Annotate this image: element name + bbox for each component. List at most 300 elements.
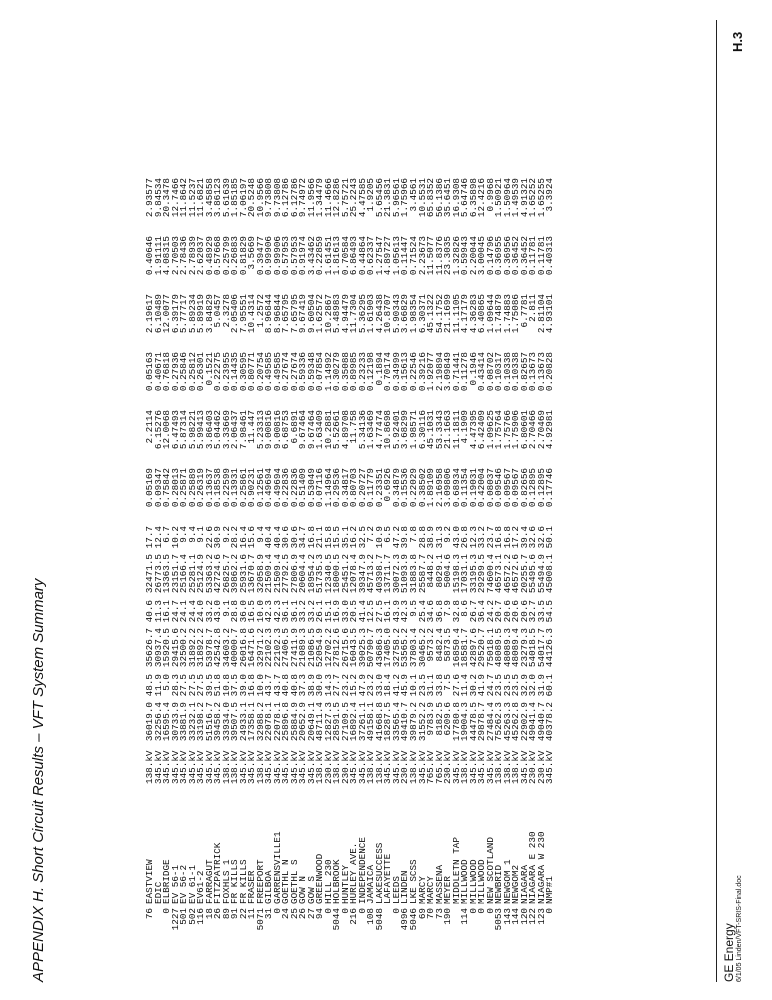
r2-cell: 0.76818 xyxy=(161,352,173,392)
x1-cell: 10.8698 xyxy=(382,410,394,450)
x1-cell: 5.23313 xyxy=(254,410,266,450)
fault-ll-xr-cell: 30.9 xyxy=(212,526,224,549)
fault-ll-xr-cell: 34.7 xyxy=(297,526,309,549)
fault-ll-xr-cell: 28.2 xyxy=(229,526,241,549)
fault-3ph-mva-cell: 33232.1 xyxy=(186,702,198,742)
r0-cell: 4.89727 xyxy=(382,236,394,276)
fault-3ph-xr-cell: 33.0 xyxy=(373,674,385,697)
r1-cell: 0.42004 xyxy=(476,468,488,508)
bus-voltage-cell: 345.kV xyxy=(544,750,556,784)
bus-number-cell: 73 xyxy=(433,908,445,920)
fault-slg-xr-cell: 27.5 xyxy=(373,600,385,623)
x2-cell: 8.96844 xyxy=(271,294,283,334)
x0-cell: 0.9968 xyxy=(484,178,496,212)
r2-cell: 0.59336 xyxy=(297,352,309,392)
fault-slg-mva-cell: 27812.6 xyxy=(331,628,343,668)
fault-3ph-mva-cell: 17358.1 xyxy=(246,702,258,742)
fault-3ph-xr-cell: 41.9 xyxy=(476,674,488,697)
fault-3ph-mva-cell: 41668.8 xyxy=(373,702,385,742)
fault-ll-xr-cell: 6.5 xyxy=(382,526,394,543)
fault-ll-xr-cell: 17.2 xyxy=(510,526,522,549)
x0-cell: 11.4666 xyxy=(322,178,334,218)
r1-cell: 0.07116 xyxy=(314,468,326,508)
r0-cell: 1.61451 xyxy=(322,236,334,276)
r0-cell: 0.40646 xyxy=(144,236,155,276)
fault-ll-mva-cell: 20604.4 xyxy=(297,554,309,594)
r0-cell: 23.3035 xyxy=(442,236,454,276)
r2-cell: 0.30595 xyxy=(237,352,249,392)
fault-slg-xr-cell: 33.2 xyxy=(297,600,309,623)
bus-voltage-cell: 345.kV xyxy=(186,750,198,784)
fault-ll-mva-cell: 8029.1 xyxy=(433,554,445,588)
x1-cell: 1.63409 xyxy=(314,410,326,450)
fault-3ph-xr-cell: 15.2 xyxy=(348,674,360,697)
fault-slg-mva-cell: 52054.9 xyxy=(314,628,326,668)
x1-cell: 5.34136 xyxy=(356,410,368,450)
fault-ll-mva-cell: 13670.7 xyxy=(246,554,258,594)
fault-3ph-mva-cell: 33565.4 xyxy=(390,702,402,742)
fault-3ph-mva-cell: 45263.3 xyxy=(501,702,513,742)
bus-name-cell: MARCY xyxy=(416,876,428,904)
fault-ll-xr-cell: 16.8 xyxy=(501,526,513,549)
fault-3ph-xr-cell: 37.3 xyxy=(297,674,309,697)
r2-cell: 0.27674 xyxy=(280,352,292,392)
fault-ll-xr-cell: 15.6 xyxy=(246,526,258,549)
r2-cell: 0.10317 xyxy=(493,352,505,392)
r2-cell: 0.27674 xyxy=(288,352,300,392)
bus-name-cell: FR KILLS xyxy=(237,859,249,904)
x2-cell: 2.3278 xyxy=(220,294,232,328)
footer xyxy=(722,875,743,982)
fault-slg-mva-cell: 16850.4 xyxy=(450,628,462,668)
x1-cell: 11.1811 xyxy=(450,410,462,450)
r1-cell: 0.05169 xyxy=(144,468,155,508)
fault-3ph-mva-cell: 24933.1 xyxy=(237,702,249,742)
fault-3ph-mva-cell: 36019.0 xyxy=(144,702,155,742)
bus-number-cell: 91 xyxy=(229,908,241,920)
fault-ll-xr-cell: 30.6 xyxy=(280,526,292,549)
bus-name-cell: EV 56-2 xyxy=(178,864,190,904)
bus-name-cell: NEW SCOTLAND xyxy=(484,837,496,904)
r0-cell: 3.00045 xyxy=(476,236,488,276)
x1-cell: 6.15276 xyxy=(152,410,164,450)
r2-cell: 0.05163 xyxy=(144,352,155,392)
bus-voltage-cell: 138.kV xyxy=(501,750,513,784)
r2-cell: 0.23955 xyxy=(220,352,232,392)
x2-cell: 2.05406 xyxy=(229,294,241,334)
bus-voltage-cell: 138.kV xyxy=(510,750,522,784)
fault-3ph-xr-cell: 16.8 xyxy=(246,674,258,697)
fault-3ph-xr-cell: 23.5 xyxy=(501,674,513,697)
fault-ll-mva-cell: 51735.3 xyxy=(314,554,326,594)
fault-slg-xr-cell: 32.7 xyxy=(527,600,539,623)
fault-slg-xr-cell: 16.1 xyxy=(161,600,173,623)
x0-cell: 9.74972 xyxy=(297,178,309,218)
bus-voltage-cell: 345.kV xyxy=(152,750,164,784)
bus-name-cell: MARCY xyxy=(425,876,437,904)
x2-cell: 2.19617 xyxy=(144,294,155,334)
r1-cell: 0.25871 xyxy=(178,468,190,508)
footer-company: GE Energy xyxy=(722,923,736,982)
bus-voltage-cell: 765.kV xyxy=(425,750,437,784)
r1-cell: 3.09806 xyxy=(442,468,454,508)
bus-name-cell: GILBOA xyxy=(263,870,275,904)
fault-ll-mva-cell: 18954.2 xyxy=(305,554,317,594)
fault-3ph-mva-cell: 20649.1 xyxy=(305,702,317,742)
fault-ll-mva-cell: 5004.6 xyxy=(442,554,454,588)
bus-voltage-cell: 345.kV xyxy=(169,750,181,784)
fault-ll-mva-cell: 23151.7 xyxy=(169,554,181,594)
r1-cell: 1.89109 xyxy=(425,468,437,508)
bus-number-cell: 0 xyxy=(322,908,334,914)
fault-slg-xr-cell: 42.3 xyxy=(263,600,275,623)
x1-cell: 3.68299 xyxy=(399,410,411,450)
r0-cell: 2.20044 xyxy=(467,236,479,276)
fault-3ph-xr-cell: 23.5 xyxy=(416,674,428,697)
fault-3ph-xr-cell: 31.1 xyxy=(425,674,437,697)
fault-ll-xr-cell: 30.6 xyxy=(288,526,300,549)
x0-cell: 5.65456 xyxy=(373,178,385,218)
r2-cell: 1.14992 xyxy=(322,352,334,392)
x0-cell: 12.8286 xyxy=(331,178,343,218)
bus-voltage-cell: 138.kV xyxy=(254,750,266,784)
bus-voltage-cell: 345.kV xyxy=(416,750,428,784)
fault-3ph-mva-cell: 33881.9 xyxy=(178,702,190,742)
r1-cell: 0.12561 xyxy=(254,468,266,508)
bus-number-cell: 123 xyxy=(535,908,547,925)
fault-slg-mva-cell: 31892.2 xyxy=(186,628,198,668)
bus-number-cell: 89 xyxy=(220,908,232,920)
x2-cell: 7.65795 xyxy=(288,294,300,334)
bus-voltage-cell: 765.kV xyxy=(433,750,445,784)
fault-slg-xr-cell: 54.5 xyxy=(544,600,556,623)
fault-slg-mva-cell: 35626.7 xyxy=(144,628,155,668)
bus-voltage-cell: 230.kV xyxy=(527,750,539,784)
fault-slg-xr-cell: 36.4 xyxy=(476,600,488,623)
fault-slg-mva-cell: 22102.3 xyxy=(263,628,275,668)
fault-slg-mva-cell: 5873.5 xyxy=(442,628,454,662)
bus-voltage-cell: 138.kV xyxy=(331,750,343,784)
bus-voltage-cell: 138.kV xyxy=(314,750,326,784)
fault-ll-mva-cell: 21509.4 xyxy=(263,554,275,594)
fault-ll-xr-cell: 32.5 xyxy=(356,526,368,549)
fault-ll-xr-cell: 10.2 xyxy=(169,526,181,549)
r1-cell: 0.38502 xyxy=(416,468,428,508)
fault-3ph-mva-cell: 48711.4 xyxy=(314,702,326,742)
fault-slg-mva-cell: 12702.2 xyxy=(322,628,334,668)
r1-cell: 0.34879 xyxy=(390,468,402,508)
r2-cell: 0.23233 xyxy=(356,352,368,392)
x0-cell: 1.85185 xyxy=(229,178,241,218)
short-circuit-table xyxy=(146,178,555,934)
fault-ll-mva-cell: 32058.9 xyxy=(254,554,266,594)
x1-cell: 6.42409 xyxy=(476,410,488,450)
r1-cell: 0.09567 xyxy=(501,468,513,508)
x1-cell: 1.75764 xyxy=(493,410,505,450)
x0-cell: 2.93577 xyxy=(144,178,155,218)
bus-number-cell: 216 xyxy=(348,908,360,925)
fault-slg-mva-cell: 22102.3 xyxy=(271,628,283,668)
fault-3ph-xr-cell: 5.0 xyxy=(161,674,173,691)
fault-3ph-xr-cell: 30.0 xyxy=(314,674,326,697)
fault-slg-mva-cell: 44126.3 xyxy=(544,628,556,668)
fault-3ph-xr-cell: 33.8 xyxy=(433,674,445,697)
fault-3ph-xr-cell: 41.2 xyxy=(390,674,402,697)
bus-name-cell: HUNTLEY xyxy=(339,864,351,904)
fault-ll-mva-cell: 30072.3 xyxy=(390,554,402,594)
bus-name-cell: GOETHL N xyxy=(280,859,292,904)
fault-3ph-xr-cell: 43.7 xyxy=(271,674,283,697)
r1-cell: 0.90231 xyxy=(246,468,258,508)
fault-ll-mva-cell: 25931.6 xyxy=(237,554,249,594)
fault-3ph-xr-cell: 39.0 xyxy=(237,674,249,697)
fault-3ph-xr-cell: 23.2 xyxy=(339,674,351,697)
x2-cell: 11.1105 xyxy=(450,294,462,334)
r1-cell: 0.13931 xyxy=(229,468,241,508)
fault-ll-mva-cell: 15198.3 xyxy=(450,554,462,594)
bus-number-cell: 24 xyxy=(280,908,292,920)
r0-cell: 0.70584 xyxy=(339,236,351,276)
fault-slg-xr-cell: 28.8 xyxy=(229,600,241,623)
r1-cell: 0.22599 xyxy=(220,468,232,508)
r2-cell: 0.13673 xyxy=(527,352,539,392)
page-title: APPENDIX H. Short Circuit Results – VFT System Summary xyxy=(30,578,47,982)
x2-cell: 5.48983 xyxy=(331,294,343,334)
fault-slg-mva-cell: 75018.1 xyxy=(484,628,496,668)
x2-cell: 4.36283 xyxy=(467,294,479,334)
bus-voltage-cell: 345.kV xyxy=(195,750,207,784)
fault-ll-mva-cell: 12340.5 xyxy=(322,554,334,594)
fault-ll-mva-cell: 27806.9 xyxy=(288,554,300,594)
fault-slg-mva-cell: 32971.2 xyxy=(254,628,266,668)
x0-cell: 3.45858 xyxy=(203,178,215,218)
bus-name-cell: NMP#1 xyxy=(544,876,556,904)
r1-cell: 0.29536 xyxy=(331,468,343,508)
fault-slg-mva-cell: 43686.3 xyxy=(373,628,385,668)
bus-voltage-cell: 138.kV xyxy=(144,750,155,784)
x0-cell: 1.65252 xyxy=(527,178,539,218)
bus-number-cell: 5071 xyxy=(254,908,266,931)
r2-cell: 0.08702 xyxy=(484,352,496,392)
fault-3ph-mva-cell: 75262.3 xyxy=(493,702,505,742)
x0-cell: 25.2243 xyxy=(348,178,360,218)
bus-voltage-cell: 230.kV xyxy=(339,750,351,784)
bus-name-cell: LINDEN xyxy=(399,870,411,904)
r0-cell: 2.62037 xyxy=(195,236,207,276)
r0-cell: 0.99906 xyxy=(263,236,275,276)
bus-voltage-cell: 230.kV xyxy=(399,750,411,784)
x2-cell: 6.30371 xyxy=(416,294,428,334)
x2-cell: 5.89234 xyxy=(186,294,198,334)
x2-cell: 1.74879 xyxy=(493,294,505,334)
x1-cell: 1.98571 xyxy=(407,410,419,450)
x0-cell: 1.9205 xyxy=(365,178,377,212)
bus-voltage-cell: 345.kV xyxy=(467,750,479,784)
bus-name-cell: FOXHLS 1 xyxy=(220,859,232,904)
r0-cell: 2.70503 xyxy=(169,236,181,276)
fault-3ph-xr-cell: 45.9 xyxy=(399,674,411,697)
fault-ll-xr-cell: 35.1 xyxy=(339,526,351,549)
x1-cell: 1.75906 xyxy=(510,410,522,450)
bus-name-cell: JAMAICA xyxy=(365,864,377,904)
fault-ll-xr-cell: 9.4 xyxy=(186,526,198,543)
r2-cell: 0.13673 xyxy=(535,352,547,392)
fault-3ph-mva-cell: 6209.6 xyxy=(442,702,454,736)
r2-cell: 0.35088 xyxy=(339,352,351,392)
bus-name-cell: EDIC xyxy=(152,881,164,904)
fault-ll-mva-cell: 31883.8 xyxy=(407,554,419,594)
fault-slg-mva-cell: 8482.4 xyxy=(433,628,445,662)
fault-3ph-mva-cell: 44478.5 xyxy=(467,702,479,742)
bus-name-cell: LAKESUCCESS xyxy=(373,842,385,904)
r2-cell: 0.11278 xyxy=(459,352,471,392)
r2-cell: 0.39216 xyxy=(416,352,428,392)
fault-slg-xr-cell: 33.5 xyxy=(535,600,547,623)
fault-ll-mva-cell: 29299.5 xyxy=(476,554,488,594)
r1-cell: 0.26319 xyxy=(195,468,207,508)
fault-3ph-xr-cell: 43.7 xyxy=(263,674,275,697)
r1-cell: 0.22836 xyxy=(288,468,300,508)
x2-cell: 5.0457 xyxy=(212,294,224,328)
r1-cell: 0.25889 xyxy=(186,468,198,508)
fault-3ph-mva-cell: 27484.4 xyxy=(484,702,496,742)
bus-number-cell: 0 xyxy=(356,908,368,914)
fault-slg-xr-cell: 24.1 xyxy=(178,600,190,623)
bus-number-cell: 116 xyxy=(195,908,207,925)
bus-name-cell: FR KILLS xyxy=(229,859,241,904)
fault-3ph-xr-cell: 40.8 xyxy=(280,674,292,697)
fault-slg-xr-cell: 36.1 xyxy=(280,600,292,623)
x0-cell: 11.8642 xyxy=(178,178,190,218)
bus-number-cell: 5046 xyxy=(407,908,419,931)
fault-slg-xr-cell: 36.8 xyxy=(433,600,445,623)
fault-ll-mva-cell: 25281.1 xyxy=(186,554,198,594)
r1-cell: 0.23351 xyxy=(373,468,385,508)
fault-slg-mva-cell: 50790.7 xyxy=(365,628,377,668)
r0-cell: 0.48929 xyxy=(203,236,215,276)
bus-name-cell: NIAGARA xyxy=(518,864,530,904)
r2-cell: 0.1946 xyxy=(467,352,479,386)
r2-cell: 0.22275 xyxy=(212,352,224,392)
x2-cell: 3.84829 xyxy=(203,294,215,334)
x2-cell: 1.61903 xyxy=(365,294,377,334)
fault-3ph-xr-cell: 14.3 xyxy=(322,674,334,697)
bus-number-cell: 143 xyxy=(501,908,513,925)
r1-cell: 0.12895 xyxy=(527,468,539,508)
x1-cell: 6.30116 xyxy=(416,410,428,450)
x2-cell: 1.62572 xyxy=(314,294,326,334)
fault-slg-xr-cell: 20.6 xyxy=(518,600,530,623)
fault-3ph-mva-cell: 30733.9 xyxy=(169,702,181,742)
fault-ll-xr-cell: 6.7 xyxy=(161,526,173,543)
r0-cell: 0.22859 xyxy=(314,236,326,276)
fault-ll-xr-cell: 9.4 xyxy=(254,526,266,543)
fault-ll-mva-cell: 55494.9 xyxy=(535,554,547,594)
bus-voltage-cell: 138.kV xyxy=(220,750,232,784)
bus-name-cell: FREEPORT xyxy=(254,859,266,904)
fault-3ph-xr-cell: 32.0 xyxy=(527,674,539,697)
x1-cell: 4.1909 xyxy=(459,410,471,444)
fault-slg-xr-cell: 7.9 xyxy=(442,600,454,617)
x1-cell: 2.70466 xyxy=(527,410,539,450)
bus-number-cell: 25 xyxy=(288,908,300,920)
r0-cell: 1.05613 xyxy=(390,236,402,276)
bus-name-cell: MILLWOOD xyxy=(459,859,471,904)
x2-cell: 8.96844 xyxy=(263,294,275,334)
bus-name-cell: ELBRIDGE xyxy=(161,859,173,904)
r1-cell: 0.49694 xyxy=(263,468,275,508)
fault-slg-mva-cell: 16471.6 xyxy=(246,628,258,668)
fault-ll-xr-cell: 7.8 xyxy=(407,526,419,543)
r1-cell: 0.18538 xyxy=(212,468,224,508)
r1-cell: 0.09347 xyxy=(152,468,164,508)
bus-number-cell: 0 xyxy=(544,908,556,914)
bus-voltage-cell: 138.kV xyxy=(373,750,385,784)
r2-cell: 0.1894 xyxy=(373,352,385,386)
x2-cell: 54.1752 xyxy=(433,294,445,334)
fault-3ph-xr-cell: 24.7 xyxy=(484,674,496,697)
fault-ll-xr-cell: 33.2 xyxy=(476,526,488,549)
x0-cell: 5.96561 xyxy=(390,178,402,218)
fault-3ph-mva-cell: 49041.4 xyxy=(527,702,539,742)
fault-ll-mva-cell: 39862.2 xyxy=(229,554,241,594)
r0-cell: 6.86493 xyxy=(348,236,360,276)
bus-number-cell: 0 xyxy=(339,908,351,914)
fault-3ph-xr-cell: 47.9 xyxy=(356,674,368,697)
fault-slg-xr-cell: 36.0 xyxy=(237,600,249,623)
x2-cell: 4.93101 xyxy=(544,294,556,334)
table-row xyxy=(546,178,555,934)
x0-cell: 9.84534 xyxy=(152,178,164,218)
fault-slg-xr-cell: 16.5 xyxy=(246,600,258,623)
fault-3ph-mva-cell: 49410.7 xyxy=(399,702,411,742)
x1-cell: 21.1663 xyxy=(442,410,454,450)
x2-cell: 1.75086 xyxy=(510,294,522,334)
x2-cell: 7.65795 xyxy=(280,294,292,334)
fault-ll-mva-cell: 21509.4 xyxy=(271,554,283,594)
fault-ll-xr-cell: 7.2 xyxy=(365,526,377,543)
x1-cell: 45.1031 xyxy=(425,410,437,450)
fault-3ph-xr-cell: 23.5 xyxy=(510,674,522,697)
bus-number-cell: 31 xyxy=(263,908,275,920)
x1-cell: 5.99413 xyxy=(195,410,207,450)
r0-cell: 0.81829 xyxy=(237,236,249,276)
r2-cell: 0.22546 xyxy=(407,352,419,392)
x1-cell: 2.06437 xyxy=(229,410,241,450)
r1-cell: 0.6926 xyxy=(382,468,394,502)
bus-name-cell: MIDDLETN TAP xyxy=(450,837,462,904)
r0-cell: 1.91111 xyxy=(152,236,164,276)
r2-cell: 0.25846 xyxy=(178,352,190,392)
x0-cell: 9.73808 xyxy=(271,178,283,218)
fault-3ph-mva-cell: 22902.9 xyxy=(518,702,530,742)
x1-cell: 5.92401 xyxy=(390,410,402,450)
r1-cell: 0.53049 xyxy=(305,468,317,508)
fault-slg-mva-cell: 30465.2 xyxy=(416,628,428,668)
x0-cell: 35.6451 xyxy=(442,178,454,218)
fault-ll-xr-cell: 9.4 xyxy=(178,526,190,543)
x1-cell: 1.75766 xyxy=(501,410,513,450)
fault-slg-mva-cell: 31892.2 xyxy=(195,628,207,668)
x0-cell: 7.06197 xyxy=(237,178,249,218)
r0-cell: 0.11447 xyxy=(399,236,411,276)
fault-slg-xr-cell: 42.3 xyxy=(271,600,283,623)
x0-cell: 9.73808 xyxy=(263,178,275,218)
x0-cell: 56.1386 xyxy=(433,178,445,218)
fault-slg-mva-cell: 29520.7 xyxy=(476,628,488,668)
x2-cell: 5.89919 xyxy=(195,294,207,334)
bus-voltage-cell: 138.kV xyxy=(365,750,377,784)
